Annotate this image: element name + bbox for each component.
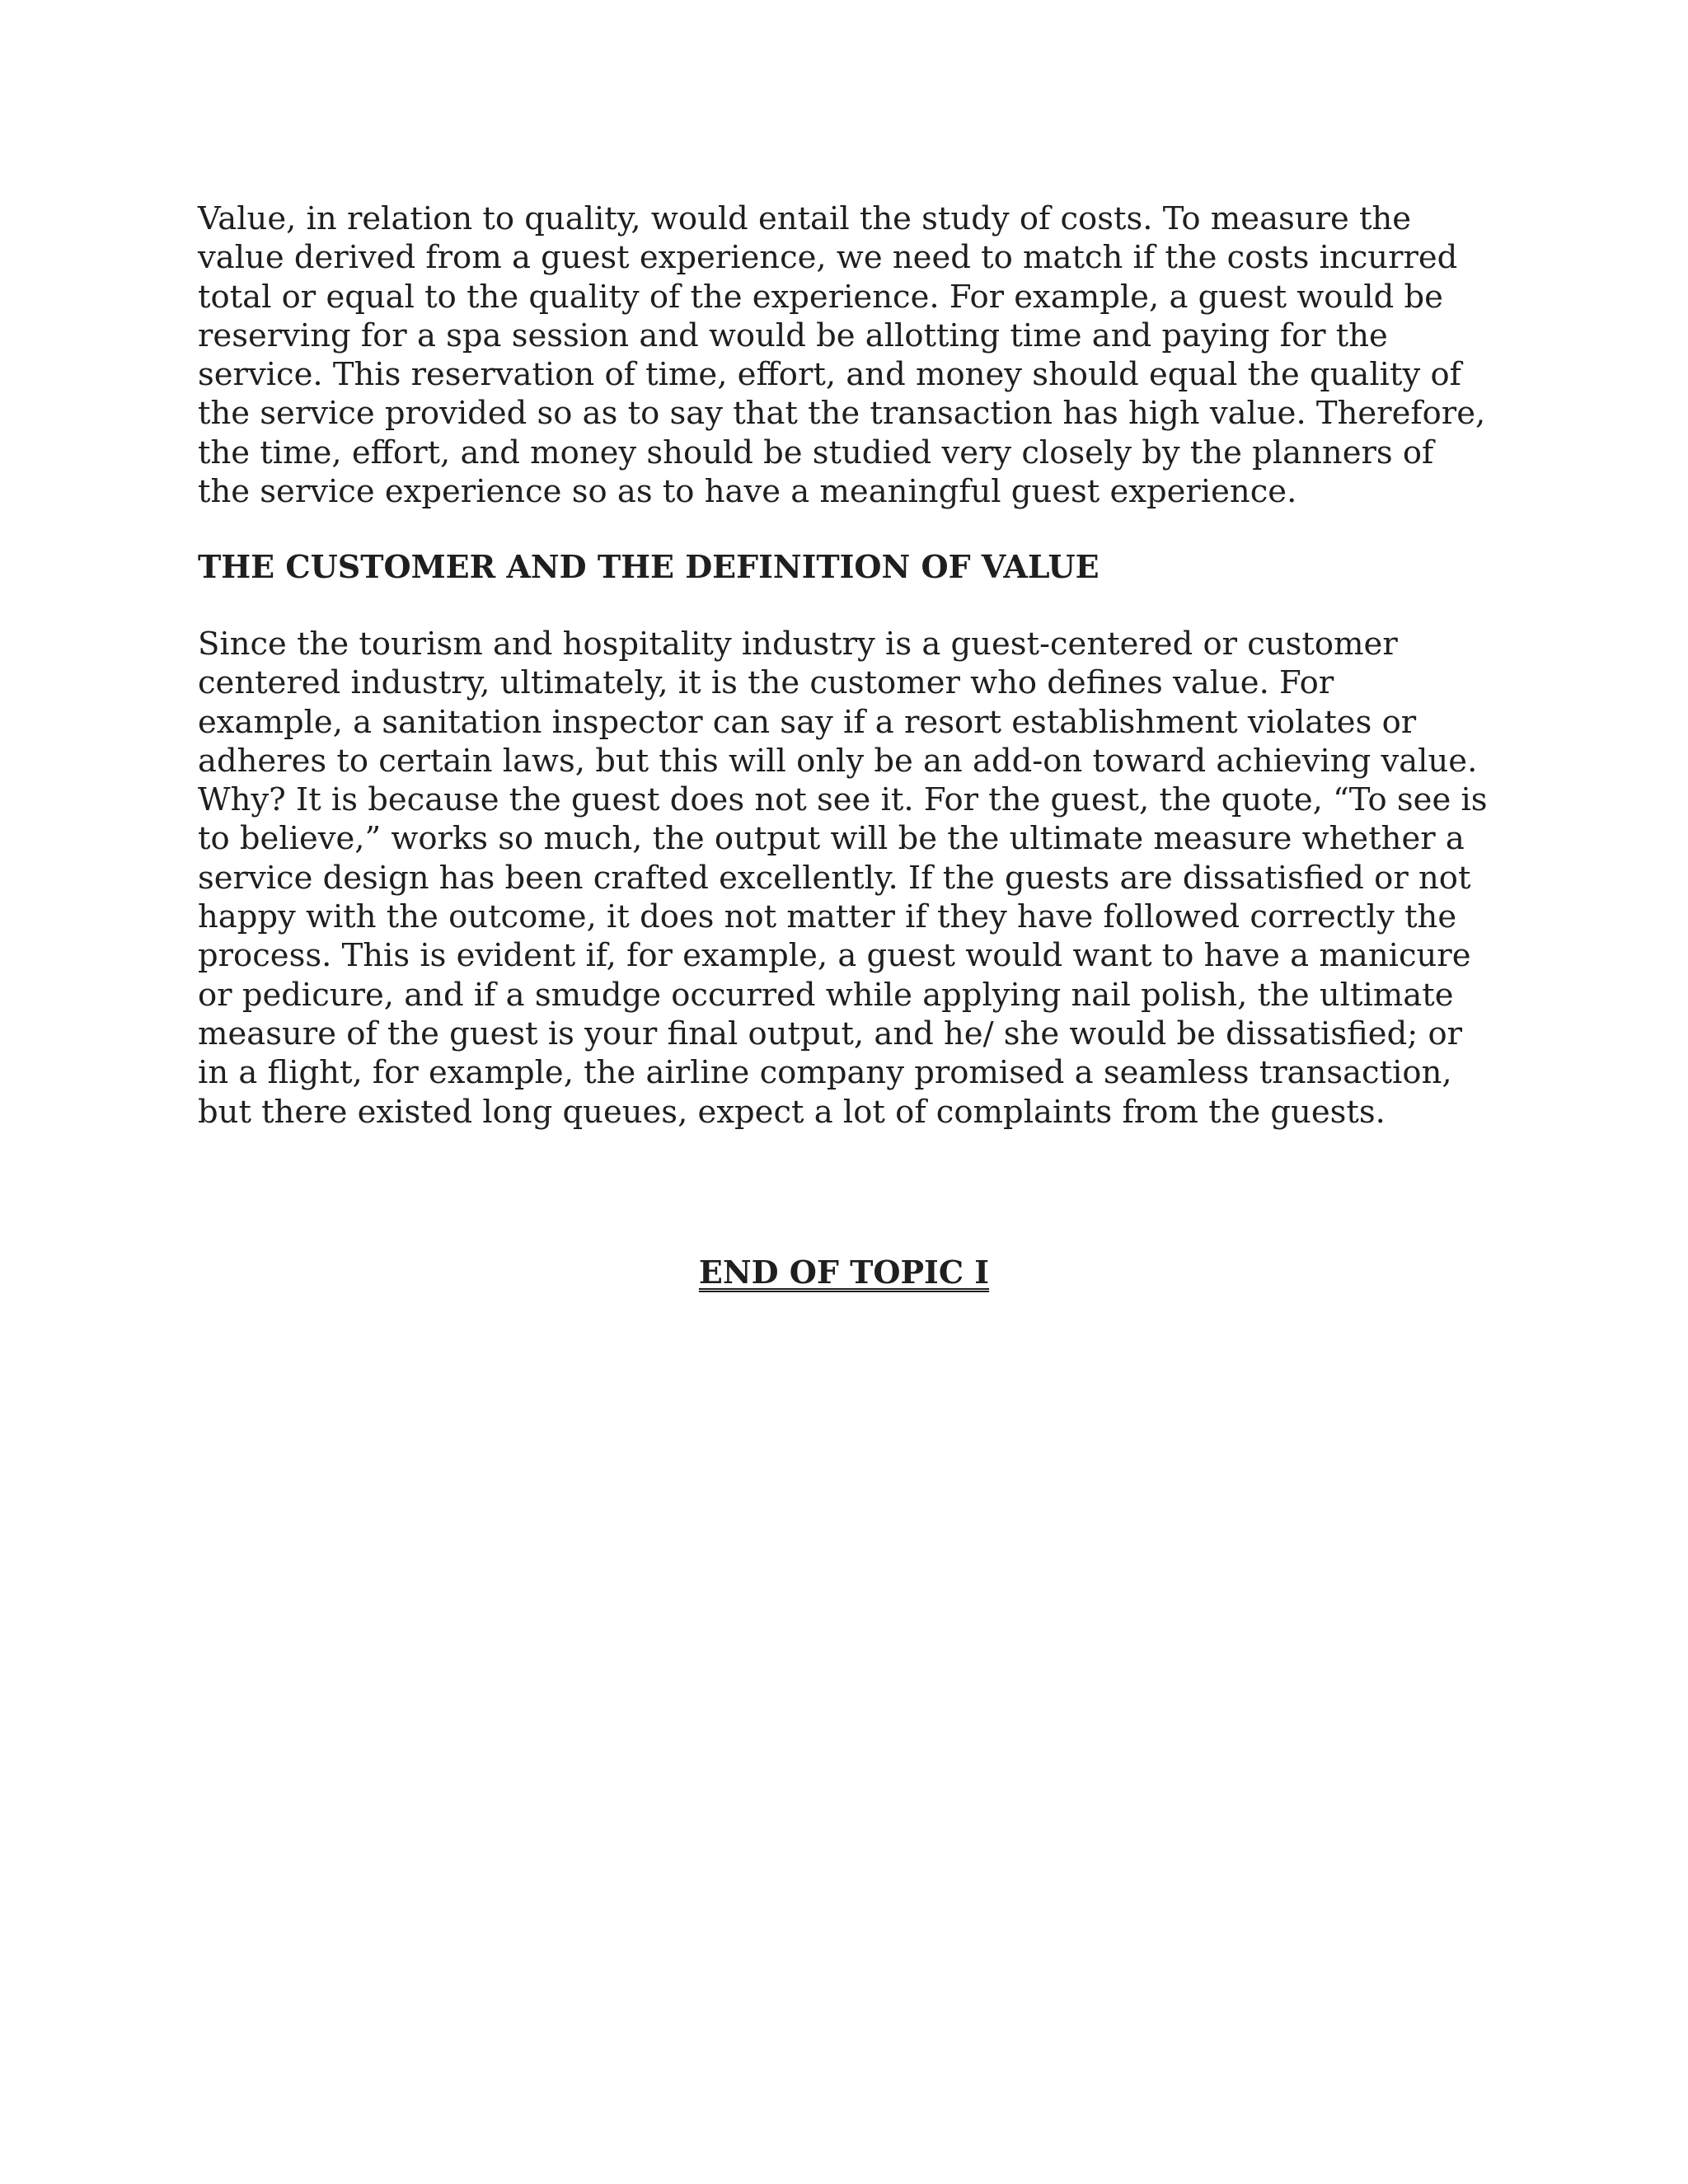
text-line: happy with the outcome, it does not matter if they have followed correctly the (198, 898, 1457, 936)
paragraph-value-costs (198, 199, 1500, 511)
end-of-topic-text: END OF TOPIC I (698, 1254, 990, 1291)
text-line: example, a sanitation inspector can say if a resort establishment violates or (198, 703, 1417, 741)
text-line: the service provided so as to say that the transaction has high value. Therefore, (198, 395, 1486, 433)
end-of-topic-label (0, 1253, 1688, 1291)
text-line: service design has been crafted excellently. If the guests are dissatisfied or not (198, 859, 1471, 897)
text-line: service. This reservation of time, effort, and money should equal the quality of (198, 356, 1461, 394)
text-line: the service experience so as to have a meaningful guest experience. (198, 473, 1297, 511)
text-line: but there existed long queues, expect a lot of complaints from the guests. (198, 1093, 1386, 1131)
text-line: to believe,” works so much, the output will be the ultimate measure whether a (198, 820, 1465, 858)
text-line: measure of the guest is your final output, and he/ she would be dissatisfied; or (198, 1015, 1463, 1052)
text-line: or pedicure, and if a smudge occurred while applying nail polish, the ultimate (198, 976, 1454, 1014)
section-heading: THE CUSTOMER AND THE DEFINITION OF VALUE (198, 548, 1100, 585)
text-line: centered industry, ultimately, it is the customer who defines value. For (198, 664, 1334, 702)
text-line: value derived from a guest experience, we need to match if the costs incurred (198, 239, 1458, 277)
paragraph-customer-value (198, 625, 1500, 1132)
text-line: Value, in relation to quality, would entail the study of costs. To measure the (198, 200, 1412, 237)
text-line: adheres to certain laws, but this will only be an add-on toward achieving value. (198, 742, 1478, 780)
text-line: reserving for a spa session and would be allotting time and paying for the (198, 316, 1388, 354)
text-line: the time, effort, and money should be studied very closely by the planners of (198, 434, 1434, 471)
text-line: total or equal to the quality of the experience. For example, a guest would be (198, 278, 1443, 316)
text-line: Why? It is because the guest does not see it. For the guest, the quote, “To see is (198, 781, 1488, 819)
text-line: process. This is evident if, for example, a guest would want to have a manicure (198, 937, 1471, 975)
text-line: in a flight, for example, the airline company promised a seamless transaction, (198, 1054, 1452, 1092)
text-line: Since the tourism and hospitality industry is a guest-centered or customer (198, 626, 1398, 663)
